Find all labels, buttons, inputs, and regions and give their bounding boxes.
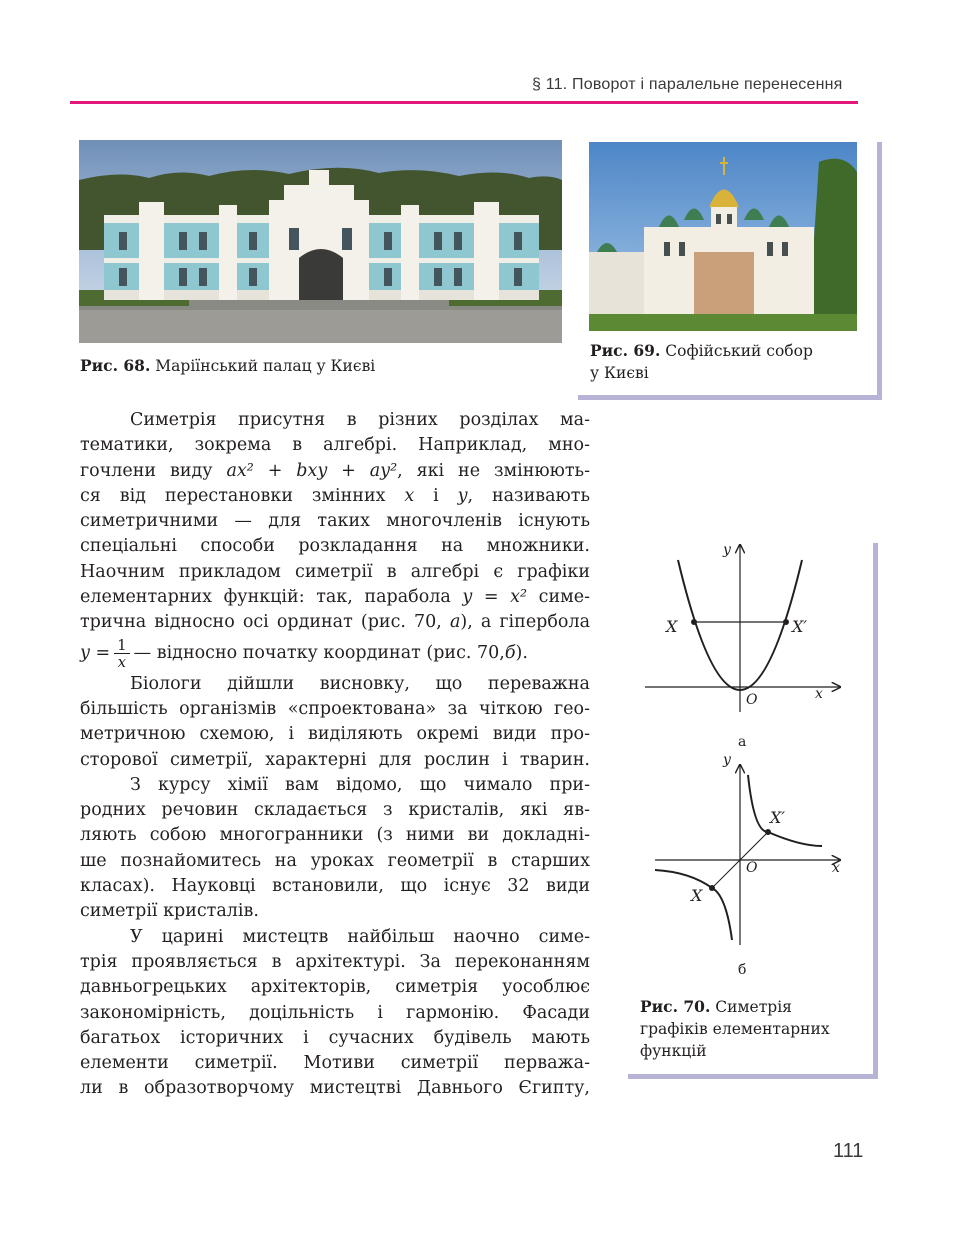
text-fragment: — відносно початку координат (рис. 70, — [133, 643, 505, 664]
text-line: більшість організмів «спроектована» за чіткою гео- — [80, 698, 590, 719]
polynomial-formula: ax² + bxy + ay² — [226, 460, 398, 481]
text-line: У царині мистецтв найбільш наочно симе- — [130, 926, 590, 947]
figure-70-text-line2: графіків елементарних — [640, 1020, 830, 1038]
fraction-denominator: x — [117, 653, 127, 672]
graph-b-sublabel: б — [738, 962, 747, 978]
text-line: симетрії кристалів. — [80, 901, 259, 922]
hyperbola-branch-lower — [655, 870, 732, 940]
hyperbola-graph — [650, 760, 850, 950]
frame-bottom-bar — [578, 395, 882, 400]
text-fragment: ). — [515, 643, 528, 664]
parabola-point-x-label: X — [666, 617, 678, 636]
text-line: симетричними — для таких многочленів існують — [80, 511, 590, 532]
parabola-x-label: x — [815, 686, 823, 702]
text-line: елементи симетрії. Мотиви симетрії перважа- — [80, 1053, 590, 1074]
parabola-y-label: y — [723, 542, 731, 558]
text-fragment: ), а гіпербола — [460, 612, 591, 633]
text-line: родних речовин складається з кристалів, які яв- — [80, 800, 590, 821]
point-x — [709, 885, 715, 891]
text-fragment: ся від перестановки змінних — [80, 485, 405, 506]
text-line: закономірність, доцільність і гармонію. Фасади — [80, 1002, 590, 1023]
figure-69-text-line2: у Києві — [590, 364, 649, 382]
variable-y: y — [457, 485, 468, 506]
parabola-origin-label: O — [746, 692, 758, 708]
figure-70-text-line3: функцій — [640, 1042, 707, 1060]
variable-x: x — [404, 485, 415, 506]
text-fragment: елементарних функцій: так, парабола — [80, 587, 463, 608]
fraction-numerator: 1 — [114, 637, 130, 654]
point-x — [691, 619, 697, 625]
hyperbola-point-x-label: X — [691, 886, 703, 905]
figure-70-caption — [640, 996, 865, 1062]
running-title: § 11. Поворот і паралельне перенесення — [532, 76, 843, 93]
text-line — [80, 484, 590, 509]
text-line: сторової симетрії, характерні для рослин і тварин. — [80, 749, 590, 770]
hyperbola-lhs: y = — [80, 643, 111, 664]
hyperbola-x-label: x — [832, 860, 840, 876]
mariinsky-palace-photo — [79, 140, 562, 343]
text-line: тематики, зокрема в алгебрі. Наприклад, мно- — [80, 435, 590, 456]
text-fragment: гочлени виду — [80, 460, 227, 481]
body-text — [80, 408, 590, 1102]
text-line: спеціальні способи розкладання на множники. — [80, 536, 590, 557]
text-line — [80, 610, 590, 635]
text-fragment: і — [414, 485, 458, 506]
hyperbola-point-xprime-label: X′ — [770, 808, 786, 827]
text-line — [80, 585, 590, 610]
parabola-point-xprime-label: X′ — [792, 617, 808, 636]
text-line: З курсу хімії вам відомо, що чимало при- — [130, 774, 590, 795]
text-line: багатьох історичних і сучасних будівель мають — [80, 1027, 590, 1048]
text-line: ше познайомитесь на уроках геометрії в старших — [80, 850, 590, 871]
figure-69-label: Рис. 69. — [590, 341, 661, 360]
frame-bottom-bar — [628, 1074, 878, 1079]
figure-69-text-line1: Софійський собор — [660, 342, 813, 360]
text-line: трія проявляється в архітектурі. За переконанням — [80, 951, 590, 972]
figure-70-text-line1: Симетрія — [710, 998, 792, 1016]
st-sophia-cathedral-photo — [589, 142, 857, 331]
hyperbola-origin-label: O — [746, 860, 758, 876]
text-line: метричною схемою, і виділяють окремі види про- — [80, 724, 590, 745]
figure-68-text: Маріїнський палац у Києві — [150, 357, 376, 375]
text-fragment: , які не змінюють- — [397, 460, 590, 481]
figure-ref-b: б — [504, 643, 516, 664]
figure-69-caption — [590, 340, 870, 384]
text-line: Біологи дійшли висновку, що переважна — [130, 673, 590, 694]
text-line — [80, 636, 590, 672]
figure-ref-a: а — [449, 612, 461, 633]
header-rule — [70, 101, 858, 104]
text-line: ли в образотворчому мистецтві Давнього Єгипту, — [80, 1078, 590, 1099]
text-line: Симетрія присутня в різних розділах ма- — [130, 410, 590, 430]
text-line — [80, 459, 590, 484]
frame-right-bar — [877, 142, 882, 400]
text-fragment: , називають — [467, 485, 590, 506]
point-x-prime — [783, 619, 789, 625]
figure-68-label: Рис. 68. — [80, 356, 151, 375]
figure-68-caption — [80, 355, 550, 377]
page-number: 111 — [833, 1140, 864, 1162]
frame-right-bar — [873, 543, 878, 1079]
graph-a-sublabel: а — [738, 734, 747, 750]
hyperbola-y-label: y — [723, 752, 731, 768]
text-line: Наочним прикладом симетрії в алгебрі є графіки — [80, 561, 590, 582]
text-line: класах). Науковці встановили, що існує 32 види — [80, 876, 590, 897]
parabola-formula: y = x² — [462, 587, 528, 608]
figure-70-label: Рис. 70. — [640, 997, 711, 1016]
point-x-prime — [765, 829, 771, 835]
text-line: ляють собою многогранники (з ними ви докладні- — [80, 825, 590, 846]
text-fragment: симе- — [527, 587, 591, 608]
text-fragment: трична відносно осі ординат (рис. 70, — [80, 612, 450, 633]
fraction-one-over-x — [114, 637, 130, 670]
text-line: давньогрецьких архітекторів, симетрія уособлює — [80, 977, 590, 998]
